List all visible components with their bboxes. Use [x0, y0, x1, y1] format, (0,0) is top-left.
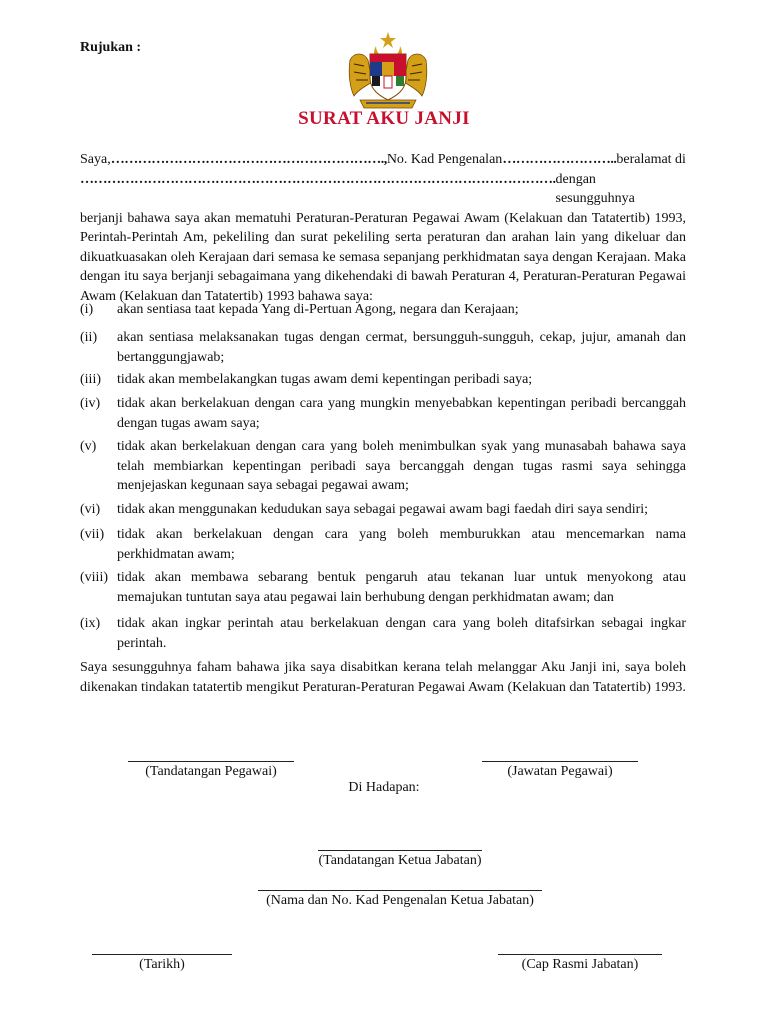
- address-dots: …………………………………………………………………………………………….: [80, 171, 556, 187]
- list-item-number: (v): [80, 439, 97, 454]
- intro-first-line: [80, 150, 686, 170]
- list-item-text: tidak akan ingkar perintah atau berkelakuan dengan cara yang boleh ditafsirkan sebagai ingkar perintah.: [117, 616, 686, 651]
- head-name-line: [258, 890, 542, 891]
- sincerely-text: dengan sesungguhnya: [555, 171, 635, 206]
- officer-signature-line: [128, 761, 294, 762]
- list-item-number: (viii): [80, 570, 108, 585]
- officer-signature-label: (Tandatangan Pegawai): [145, 764, 277, 779]
- list-item-number: (ii): [80, 330, 98, 345]
- document-title: SURAT AKU JANJI: [298, 108, 470, 129]
- list-item-text: tidak akan menggunakan kedudukan saya sebagai pegawai awam bagi faedah diri saya sendiri;: [117, 502, 649, 517]
- officer-position-label: (Jawatan Pegawai): [507, 764, 613, 779]
- list-item-text: tidak akan membawa sebarang bentuk pengaruh atau tekanan luar untuk menyokong atau memajukan tuntutan saya atau pegawai lain berhubung dengan perkhidmatan awam; dan: [117, 570, 686, 605]
- list-item-text: tidak akan berkelakuan dengan cara yang mungkin menyebabkan kepentingan peribadi bercanggah dengan tugas awam saya;: [117, 396, 686, 431]
- list-item-number: (iv): [80, 396, 101, 411]
- intro-saya: Saya,: [80, 152, 111, 167]
- list-item-number: (i): [80, 302, 94, 317]
- list-item-text: tidak akan berkelakuan dengan cara yang boleh memburukkan atau mencemarkan nama perkhidmatan awam;: [117, 527, 686, 562]
- list-item-text: tidak akan membelakangkan tugas awam demi kepentingan peribadi saya;: [117, 372, 533, 387]
- witness-label: Di Hadapan:: [348, 780, 420, 795]
- name-dots: …………………………………………………….,: [110, 152, 387, 167]
- head-name-ic-label: (Nama dan No. Kad Pengenalan Ketua Jabatan): [266, 893, 534, 908]
- list-item-text: tidak akan berkelakuan dengan cara yang boleh menimbulkan syak yang munasabah bahawa saya telah membiarkan kepentingan peribadi saya bercanggah dengan tugas rasmi saya sehingga menjejaskan kegunaan saya sebagai pegawai awam;: [117, 439, 686, 493]
- stamp-line: [498, 954, 662, 955]
- intro-body: berjanji bahawa saya akan mematuhi Peraturan-Peraturan Pegawai Awam (Kelakuan dan Tatatertib) 1993, Perintah-Perintah Am, pekeliling dan surat pekeliling serta peraturan dan arahan lain yang dikeluar dan dikuatkuasakan oleh Kerajaan dari semasa ke semasa sepanjang perkhidmatan saya dengan Kerajaan. Maka dengan itu saya berjanji sebagaimana yang dikehendaki di bawah Peraturan 4, Peraturan-Peraturan Pegawai Awam (Kelakuan dan Tatatertib) 1993 bahawa saya:: [80, 210, 686, 304]
- ic-dots: ……………………..: [502, 152, 617, 167]
- list-item-number: (ix): [80, 616, 101, 631]
- closing-paragraph: Saya sesungguhnya faham bahawa jika saya disabitkan kerana telah melanggar Aku Janji ini, saya boleh dikenakan tindakan tatatertib mengikut Peraturan-Peraturan Pegawai Awam (Kelakuan dan Tatatertib) 1993.: [80, 660, 686, 695]
- list-item-number: (vi): [80, 502, 101, 517]
- officer-position-line: [482, 761, 638, 762]
- list-item-text: akan sentiasa melaksanakan tugas dengan cermat, bersungguh-sungguh, cekap, jujur, amanah dan bertanggungjawab;: [117, 330, 686, 365]
- reference-label: Rujukan :: [80, 40, 142, 55]
- list-item-number: (vii): [80, 527, 105, 542]
- intro-second-line: [80, 170, 686, 209]
- intro-paragraph: [80, 150, 686, 306]
- stamp-label: (Cap Rasmi Jabatan): [521, 957, 639, 972]
- address-label: beralamat di: [616, 152, 686, 167]
- list-item-text: akan sentiasa taat kepada Yang di-Pertuan Agong, negara dan Kerajaan;: [117, 302, 519, 317]
- malaysia-coat-of-arms-icon: [346, 30, 430, 114]
- head-signature-line: [318, 850, 482, 851]
- date-line: [92, 954, 232, 955]
- ic-label: No. Kad Pengenalan: [386, 152, 503, 167]
- head-signature-label: (Tandatangan Ketua Jabatan): [318, 853, 482, 868]
- date-label: (Tarikh): [139, 957, 185, 972]
- list-item-number: (iii): [80, 372, 101, 387]
